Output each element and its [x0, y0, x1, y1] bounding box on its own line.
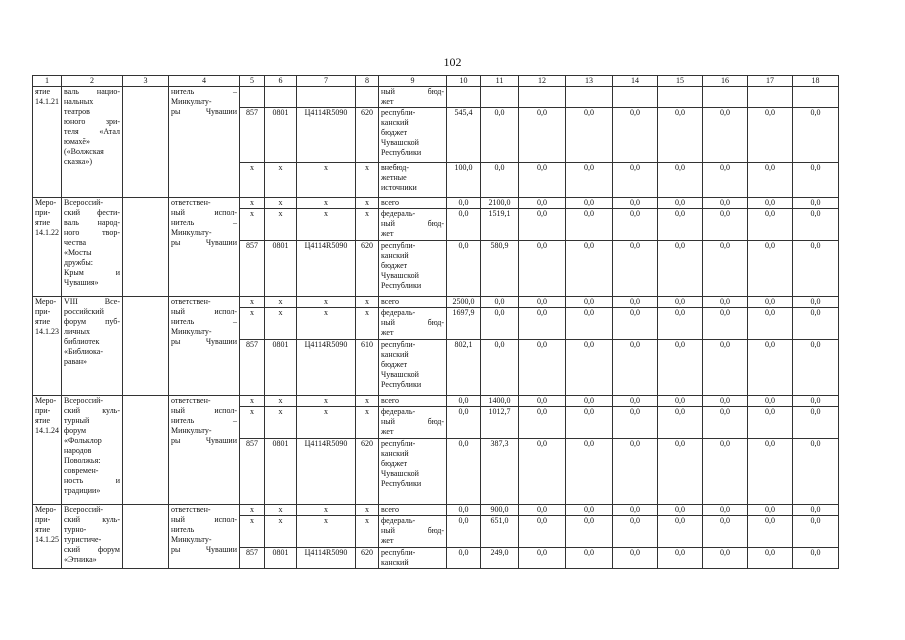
year-value-cell: 0,0	[447, 396, 481, 407]
column-number-10: 10	[447, 76, 481, 87]
year-value-cell	[447, 87, 481, 108]
target-article-cell: x	[297, 209, 356, 241]
year-value-cell: 0,0	[447, 439, 481, 505]
event-name-cell: VIII Все- российский форум пуб- личных библиотек «Библиока- раван»	[62, 297, 123, 396]
year-value-cell: 0,0	[703, 297, 748, 308]
year-value-cell	[703, 87, 748, 108]
year-value-cell: 1519,1	[481, 209, 519, 241]
event-id-cell: Меро- при- ятие 14.1.22	[33, 198, 62, 297]
event-id-cell: Меро- при- ятие 14.1.23	[33, 297, 62, 396]
executor-cell: ответствен- ный испол- нитель – Минкульту- ры Чувашии	[169, 396, 240, 505]
year-value-cell: 0,0	[748, 163, 793, 198]
expense-type-cell: x	[356, 396, 379, 407]
year-value-cell: 0,0	[748, 297, 793, 308]
year-value-cell: 0,0	[748, 209, 793, 241]
year-value-cell: 0,0	[613, 396, 658, 407]
year-value-cell: 0,0	[748, 241, 793, 297]
year-value-cell: 0,0	[519, 340, 566, 396]
year-value-cell: 0,0	[658, 308, 703, 340]
year-value-cell: 249,0	[481, 548, 519, 569]
table-row	[33, 198, 839, 209]
expense-type-cell: 620	[356, 439, 379, 505]
grbs-code-cell: 857	[240, 548, 265, 569]
year-value-cell: 0,0	[793, 297, 839, 308]
executor-cell: ответствен- ный испол- нитель – Минкульту- ры Чувашии	[169, 198, 240, 297]
funding-source-cell: республи- канский бюджет Чувашской Республики	[379, 340, 447, 396]
year-value-cell: 0,0	[658, 439, 703, 505]
year-value-cell: 0,0	[566, 241, 613, 297]
table-row	[33, 87, 839, 108]
budget-table	[32, 75, 839, 569]
col3-empty-cell	[123, 396, 169, 505]
year-value-cell: 0,0	[748, 439, 793, 505]
year-value-cell: 0,0	[613, 505, 658, 516]
grbs-code-cell: x	[240, 516, 265, 548]
executor-cell: ответствен- ный испол- нитель Минкульту- ры Чувашии	[169, 505, 240, 569]
year-value-cell: 0,0	[481, 340, 519, 396]
year-value-cell: 0,0	[658, 340, 703, 396]
grbs-code-cell: 857	[240, 340, 265, 396]
year-value-cell: 0,0	[447, 505, 481, 516]
funding-source-cell: республи- канский бюджет Чувашской Республики	[379, 241, 447, 297]
year-value-cell: 0,0	[566, 108, 613, 163]
section-code-cell: 0801	[265, 548, 297, 569]
year-value-cell: 0,0	[566, 548, 613, 569]
year-value-cell: 545,4	[447, 108, 481, 163]
year-value-cell: 0,0	[703, 516, 748, 548]
column-number-1: 1	[33, 76, 62, 87]
column-number-9: 9	[379, 76, 447, 87]
section-code-cell: 0801	[265, 241, 297, 297]
year-value-cell: 0,0	[613, 439, 658, 505]
year-value-cell: 0,0	[703, 241, 748, 297]
grbs-code-cell: 857	[240, 439, 265, 505]
column-number-15: 15	[658, 76, 703, 87]
expense-type-cell: x	[356, 163, 379, 198]
year-value-cell: 0,0	[658, 407, 703, 439]
year-value-cell: 0,0	[793, 439, 839, 505]
table-row	[33, 505, 839, 516]
table-row	[33, 297, 839, 308]
year-value-cell: 0,0	[703, 198, 748, 209]
year-value-cell: 0,0	[481, 163, 519, 198]
year-value-cell: 0,0	[519, 548, 566, 569]
year-value-cell: 0,0	[658, 241, 703, 297]
year-value-cell: 0,0	[793, 407, 839, 439]
event-id-cell: ятие 14.1.21	[33, 87, 62, 198]
year-value-cell: 0,0	[519, 308, 566, 340]
year-value-cell: 0,0	[658, 396, 703, 407]
year-value-cell: 0,0	[519, 108, 566, 163]
year-value-cell: 0,0	[793, 340, 839, 396]
column-number-13: 13	[566, 76, 613, 87]
column-number-3: 3	[123, 76, 169, 87]
year-value-cell: 0,0	[703, 548, 748, 569]
expense-type-cell: 610	[356, 340, 379, 396]
year-value-cell: 0,0	[566, 209, 613, 241]
expense-type-cell: 620	[356, 548, 379, 569]
funding-source-cell: федераль- ный бюд- жет	[379, 407, 447, 439]
year-value-cell: 0,0	[793, 548, 839, 569]
year-value-cell: 2500,0	[447, 297, 481, 308]
year-value-cell: 0,0	[658, 163, 703, 198]
column-number-12: 12	[519, 76, 566, 87]
year-value-cell: 0,0	[748, 198, 793, 209]
year-value-cell: 0,0	[793, 308, 839, 340]
expense-type-cell	[356, 87, 379, 108]
year-value-cell: 0,0	[793, 209, 839, 241]
section-code-cell: x	[265, 209, 297, 241]
section-code-cell	[265, 87, 297, 108]
funding-source-cell: внебюд- жетные источники	[379, 163, 447, 198]
funding-source-cell: республи- канский бюджет Чувашской Республики	[379, 108, 447, 163]
year-value-cell: 1012,7	[481, 407, 519, 439]
year-value-cell: 0,0	[793, 163, 839, 198]
funding-source-cell: республи- канский	[379, 548, 447, 569]
year-value-cell: 651,0	[481, 516, 519, 548]
grbs-code-cell: x	[240, 407, 265, 439]
event-name-cell: Всероссий- ский куль- турно- туристиче- ский форум «Этника»	[62, 505, 123, 569]
year-value-cell	[481, 87, 519, 108]
expense-type-cell: x	[356, 297, 379, 308]
year-value-cell: 0,0	[447, 516, 481, 548]
year-value-cell: 0,0	[447, 241, 481, 297]
grbs-code-cell: x	[240, 209, 265, 241]
year-value-cell: 0,0	[566, 505, 613, 516]
year-value-cell: 0,0	[658, 548, 703, 569]
grbs-code-cell: x	[240, 505, 265, 516]
year-value-cell: 0,0	[703, 163, 748, 198]
column-number-2: 2	[62, 76, 123, 87]
year-value-cell: 0,0	[703, 108, 748, 163]
column-number-5: 5	[240, 76, 265, 87]
year-value-cell: 0,0	[793, 505, 839, 516]
section-code-cell: 0801	[265, 108, 297, 163]
year-value-cell: 0,0	[658, 108, 703, 163]
year-value-cell: 0,0	[748, 407, 793, 439]
year-value-cell: 0,0	[793, 198, 839, 209]
year-value-cell: 0,0	[613, 516, 658, 548]
year-value-cell: 802,1	[447, 340, 481, 396]
year-value-cell: 0,0	[703, 439, 748, 505]
year-value-cell	[519, 87, 566, 108]
year-value-cell: 0,0	[566, 297, 613, 308]
target-article-cell: x	[297, 198, 356, 209]
funding-source-cell: всего	[379, 297, 447, 308]
event-name-cell: Всероссий- ский куль- турный форум «Фольклор народов Поволжья: современ- ность и традиции»	[62, 396, 123, 505]
year-value-cell: 0,0	[703, 396, 748, 407]
year-value-cell: 0,0	[566, 439, 613, 505]
grbs-code-cell: x	[240, 297, 265, 308]
year-value-cell: 0,0	[519, 439, 566, 505]
expense-type-cell: 620	[356, 108, 379, 163]
year-value-cell: 0,0	[748, 340, 793, 396]
year-value-cell: 387,3	[481, 439, 519, 505]
year-value-cell: 0,0	[793, 108, 839, 163]
expense-type-cell: x	[356, 308, 379, 340]
year-value-cell: 0,0	[613, 297, 658, 308]
event-name-cell: валь нацио- нальных театров юного зри- теля «Атал юмахĕ» («Волжская сказка»)	[62, 87, 123, 198]
year-value-cell: 0,0	[613, 308, 658, 340]
year-value-cell: 0,0	[447, 209, 481, 241]
year-value-cell: 0,0	[703, 209, 748, 241]
funding-source-cell: республи- канский бюджет Чувашской Республики	[379, 439, 447, 505]
col3-empty-cell	[123, 198, 169, 297]
executor-cell: нитель – Минкульту- ры Чувашии	[169, 87, 240, 198]
funding-source-cell: федераль- ный бюд- жет	[379, 209, 447, 241]
year-value-cell: 1697,9	[447, 308, 481, 340]
target-article-cell: x	[297, 396, 356, 407]
year-value-cell	[658, 87, 703, 108]
grbs-code-cell: 857	[240, 108, 265, 163]
target-article-cell: x	[297, 297, 356, 308]
year-value-cell: 0,0	[748, 396, 793, 407]
grbs-code-cell: x	[240, 308, 265, 340]
section-code-cell: x	[265, 407, 297, 439]
year-value-cell: 0,0	[481, 308, 519, 340]
funding-source-cell: федераль- ный бюд- жет	[379, 308, 447, 340]
column-number-16: 16	[703, 76, 748, 87]
event-id-cell: Меро- при- ятие 14.1.24	[33, 396, 62, 505]
grbs-code-cell: x	[240, 396, 265, 407]
target-article-cell: x	[297, 308, 356, 340]
grbs-code-cell	[240, 87, 265, 108]
target-article-cell: Ц4114R5090	[297, 340, 356, 396]
year-value-cell: 0,0	[566, 308, 613, 340]
funding-source-cell: всего	[379, 198, 447, 209]
year-value-cell: 0,0	[793, 516, 839, 548]
target-article-cell: x	[297, 407, 356, 439]
year-value-cell	[793, 87, 839, 108]
year-value-cell: 0,0	[613, 209, 658, 241]
year-value-cell: 0,0	[481, 297, 519, 308]
year-value-cell: 0,0	[703, 407, 748, 439]
section-code-cell: x	[265, 297, 297, 308]
year-value-cell: 0,0	[658, 297, 703, 308]
year-value-cell: 0,0	[793, 396, 839, 407]
section-code-cell: x	[265, 163, 297, 198]
year-value-cell: 0,0	[658, 209, 703, 241]
year-value-cell: 0,0	[748, 516, 793, 548]
column-number-row	[33, 76, 839, 87]
year-value-cell: 0,0	[613, 198, 658, 209]
target-article-cell: x	[297, 516, 356, 548]
year-value-cell: 0,0	[519, 209, 566, 241]
year-value-cell: 0,0	[481, 108, 519, 163]
expense-type-cell: x	[356, 209, 379, 241]
year-value-cell: 0,0	[519, 297, 566, 308]
funding-source-cell: ный бюд- жет	[379, 87, 447, 108]
event-name-cell: Всероссий- ский фести- валь народ- ного твор- чества «Мосты дружбы: Крым и Чувашия»	[62, 198, 123, 297]
year-value-cell: 0,0	[566, 407, 613, 439]
year-value-cell: 0,0	[566, 396, 613, 407]
target-article-cell: Ц4114R5090	[297, 548, 356, 569]
year-value-cell: 0,0	[613, 108, 658, 163]
year-value-cell: 0,0	[519, 516, 566, 548]
year-value-cell	[566, 87, 613, 108]
grbs-code-cell: x	[240, 163, 265, 198]
col3-empty-cell	[123, 505, 169, 569]
expense-type-cell: x	[356, 407, 379, 439]
target-article-cell	[297, 87, 356, 108]
year-value-cell: 1400,0	[481, 396, 519, 407]
target-article-cell: Ц4114R5090	[297, 439, 356, 505]
year-value-cell: 0,0	[748, 308, 793, 340]
funding-source-cell: федераль- ный бюд- жет	[379, 516, 447, 548]
year-value-cell: 0,0	[447, 198, 481, 209]
year-value-cell: 0,0	[703, 505, 748, 516]
expense-type-cell: x	[356, 516, 379, 548]
grbs-code-cell: x	[240, 198, 265, 209]
section-code-cell: x	[265, 396, 297, 407]
year-value-cell: 0,0	[748, 108, 793, 163]
year-value-cell: 580,9	[481, 241, 519, 297]
year-value-cell: 0,0	[519, 241, 566, 297]
event-id-cell: Меро- при- ятие 14.1.25	[33, 505, 62, 569]
column-number-18: 18	[793, 76, 839, 87]
target-article-cell: x	[297, 505, 356, 516]
section-code-cell: 0801	[265, 340, 297, 396]
section-code-cell: x	[265, 516, 297, 548]
expense-type-cell: 620	[356, 241, 379, 297]
expense-type-cell: x	[356, 505, 379, 516]
year-value-cell: 900,0	[481, 505, 519, 516]
year-value-cell: 0,0	[793, 241, 839, 297]
year-value-cell: 0,0	[519, 163, 566, 198]
year-value-cell: 0,0	[748, 505, 793, 516]
year-value-cell: 0,0	[613, 163, 658, 198]
expense-type-cell: x	[356, 198, 379, 209]
year-value-cell: 0,0	[519, 198, 566, 209]
column-number-6: 6	[265, 76, 297, 87]
year-value-cell: 0,0	[703, 308, 748, 340]
year-value-cell: 0,0	[447, 548, 481, 569]
funding-source-cell: всего	[379, 505, 447, 516]
target-article-cell: x	[297, 163, 356, 198]
column-number-8: 8	[356, 76, 379, 87]
column-number-11: 11	[481, 76, 519, 87]
target-article-cell: Ц4114R5090	[297, 241, 356, 297]
column-number-7: 7	[297, 76, 356, 87]
year-value-cell: 0,0	[703, 340, 748, 396]
section-code-cell: x	[265, 198, 297, 209]
section-code-cell: x	[265, 308, 297, 340]
column-number-17: 17	[748, 76, 793, 87]
year-value-cell: 0,0	[658, 198, 703, 209]
year-value-cell: 100,0	[447, 163, 481, 198]
funding-source-cell: всего	[379, 396, 447, 407]
year-value-cell: 0,0	[613, 407, 658, 439]
grbs-code-cell: 857	[240, 241, 265, 297]
column-number-14: 14	[613, 76, 658, 87]
year-value-cell: 2100,0	[481, 198, 519, 209]
year-value-cell: 0,0	[447, 407, 481, 439]
year-value-cell: 0,0	[613, 241, 658, 297]
year-value-cell: 0,0	[566, 340, 613, 396]
year-value-cell	[613, 87, 658, 108]
year-value-cell: 0,0	[519, 396, 566, 407]
year-value-cell: 0,0	[613, 548, 658, 569]
year-value-cell: 0,0	[519, 505, 566, 516]
col3-empty-cell	[123, 87, 169, 198]
page-number: 102	[443, 55, 462, 69]
year-value-cell: 0,0	[658, 516, 703, 548]
year-value-cell: 0,0	[748, 548, 793, 569]
year-value-cell	[748, 87, 793, 108]
col3-empty-cell	[123, 297, 169, 396]
year-value-cell: 0,0	[566, 198, 613, 209]
section-code-cell: x	[265, 505, 297, 516]
section-code-cell: 0801	[265, 439, 297, 505]
executor-cell: ответствен- ный испол- нитель – Минкульту- ры Чувашии	[169, 297, 240, 396]
target-article-cell: Ц4114R5090	[297, 108, 356, 163]
table-row	[33, 396, 839, 407]
year-value-cell: 0,0	[566, 163, 613, 198]
year-value-cell: 0,0	[613, 340, 658, 396]
year-value-cell: 0,0	[519, 407, 566, 439]
year-value-cell: 0,0	[658, 505, 703, 516]
column-number-4: 4	[169, 76, 240, 87]
year-value-cell: 0,0	[566, 516, 613, 548]
